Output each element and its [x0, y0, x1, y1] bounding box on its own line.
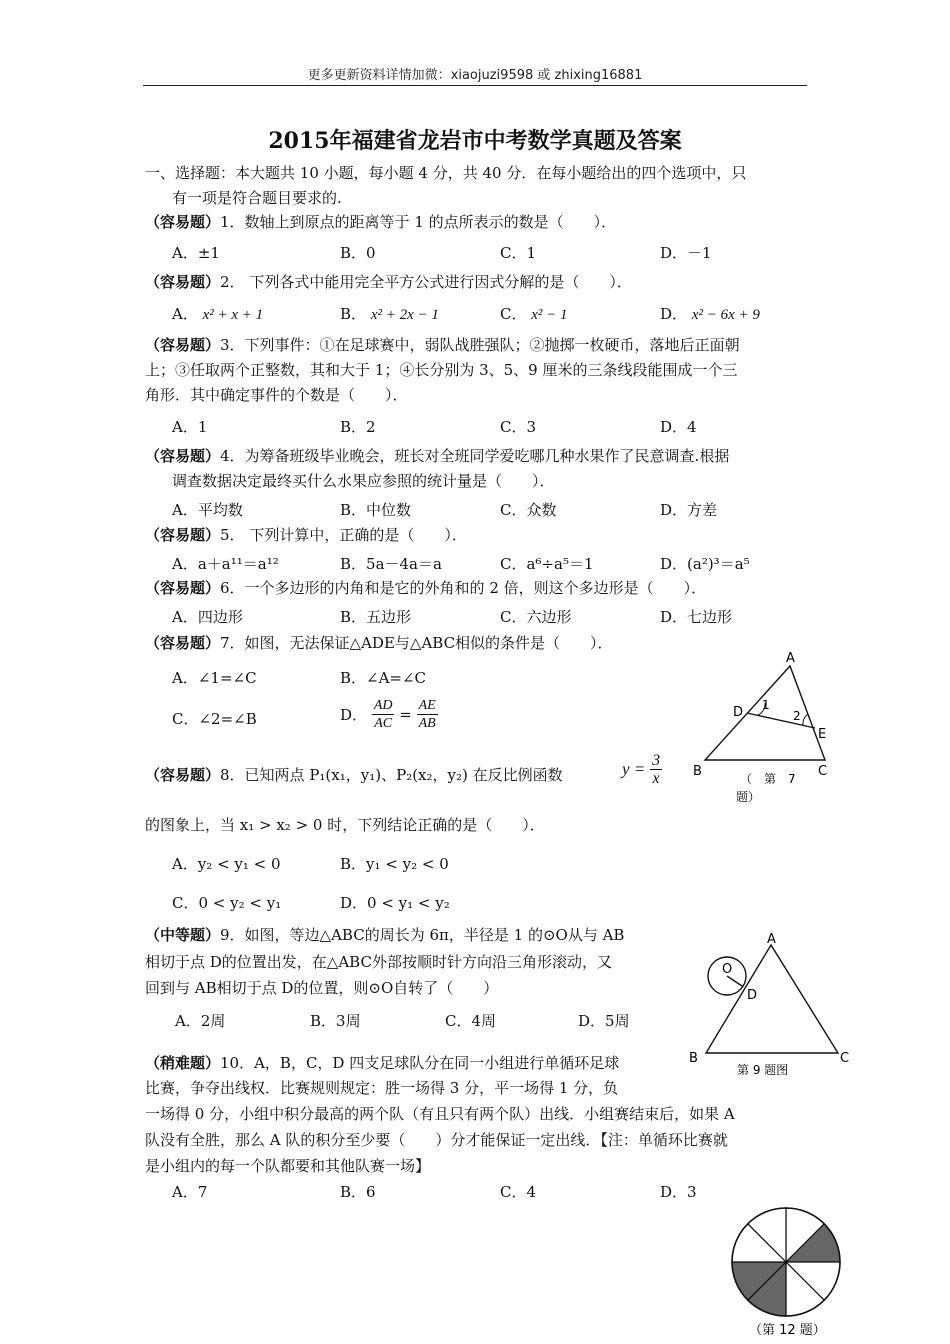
figure-caption-line2: 题）	[736, 790, 761, 804]
label-a: A	[767, 932, 776, 947]
q1-option-a[interactable]: A．±1	[172, 244, 220, 262]
difficulty-tag: （中等题）	[145, 926, 221, 944]
header-note: 更多更新资料详情加微：xiaojuzi9598 或 zhixing16881	[307, 68, 643, 83]
question-2	[145, 272, 632, 292]
fraction-ad-ac: $\frac{AD}{AC}$	[373, 698, 393, 731]
q5-option-c[interactable]: C．a⁶÷a⁵＝1	[500, 555, 594, 573]
label-b: B	[693, 764, 702, 779]
difficulty-tag: （容易题）	[145, 273, 221, 291]
math-expression: x² − 6x + 9	[691, 307, 760, 323]
difficulty-tag: （容易题）	[145, 526, 221, 544]
q3-option-d[interactable]: D．4	[660, 418, 697, 436]
page-title: 2015年福建省龙岩市中考数学真题及答案	[268, 128, 682, 154]
q3-option-c[interactable]: C．3	[500, 418, 537, 436]
header-divider	[143, 85, 807, 86]
figure-caption: 第 9 题图	[737, 1063, 789, 1077]
question-7	[145, 633, 613, 653]
q7-option-a[interactable]: A．∠1=∠C	[172, 669, 257, 687]
q5-option-d[interactable]: D．(a²)³＝a⁵	[660, 555, 750, 573]
q6-option-d[interactable]: D．七边形	[660, 608, 733, 626]
question-3	[145, 335, 740, 355]
math-expression: x² + x + 1	[202, 307, 264, 323]
question-text: 7．如图，无法保证△ADE与△ABC相似的条件是（ ）．	[220, 634, 613, 652]
question-1	[145, 212, 616, 232]
question-6	[145, 578, 706, 598]
q8-option-a[interactable]: A．y₂ < y₁ < 0	[172, 855, 281, 873]
q2-option-a[interactable]: A． x² + x + 1	[172, 305, 264, 323]
q8-option-d[interactable]: D．0 < y₁ < y₂	[340, 894, 450, 912]
radius-od	[727, 976, 742, 986]
q6-option-c[interactable]: C．六边形	[500, 608, 572, 626]
difficulty-tag: （稍难题）	[145, 1054, 221, 1072]
question-10	[145, 1053, 619, 1073]
q12-spinner-figure	[727, 1200, 845, 1340]
question-10-line5: 是小组内的每一个队都要和其他队赛一场】	[145, 1157, 431, 1175]
q2-option-c[interactable]: C． x² − 1	[500, 305, 568, 323]
label-b: B	[689, 1051, 698, 1066]
question-3-line2: 上；③任取两个正整数，其和大于 1；④长分别为 3、5、9 厘米的三条线段能围成一个三	[145, 361, 738, 379]
q7-option-d[interactable]: D． $\frac{AD}{AC}$ = $\frac{AE}{AB}$	[340, 698, 436, 731]
q1-option-b[interactable]: B．0	[340, 244, 376, 262]
difficulty-tag: （容易题）	[145, 634, 221, 652]
section-intro-line1: 一、选择题：本大题共 10 小题，每小题 4 分，共 40 分．在每小题给出的四个选项中，只	[145, 164, 747, 182]
segment-de	[747, 713, 815, 728]
question-text: 5． 下列计算中，正确的是（ ）．	[220, 526, 467, 544]
fraction-ae-ab: $\frac{AE}{AB}$	[418, 698, 436, 731]
label-d: D	[747, 988, 758, 1003]
question-4-line2: 调查数据决定最终买什么水果应参照的统计量是（ ）．	[172, 472, 555, 490]
q4-option-c[interactable]: C．众数	[500, 501, 557, 519]
question-9-line3: 回到与 AB相切于点 D的位置，则⊙O自转了（ ）	[145, 979, 499, 997]
q9-option-a[interactable]: A．2周	[175, 1012, 226, 1030]
question-10-line4: 队没有全胜，那么 A 队的积分至少要（ ）分才能保证一定出线．【注：单循环比赛就	[145, 1131, 728, 1149]
q10-option-b[interactable]: B．6	[340, 1183, 376, 1201]
question-9	[145, 925, 624, 945]
question-text: 1．数轴上到原点的距离等于 1 的点所表示的数是（ ）．	[220, 213, 617, 231]
question-5	[145, 525, 467, 545]
q8-option-c[interactable]: C．0 < y₂ < y₁	[172, 894, 282, 912]
question-text: 8．已知两点 P₁(x₁，y₁)、P₂(x₂，y₂) 在反比例函数	[220, 766, 563, 784]
question-text: 9．如图，等边△ABC的周长为 6π，半径是 1 的⊙O从与 AB	[220, 926, 625, 944]
q10-option-d[interactable]: D．3	[660, 1183, 697, 1201]
q2-option-d[interactable]: D． x² − 6x + 9	[660, 305, 760, 323]
math-expression: x² + 2x − 1	[370, 307, 439, 323]
q1-option-d[interactable]: D．－1	[660, 244, 712, 262]
inverse-function: y = $\frac{3}{x}$	[622, 752, 661, 787]
q5-option-a[interactable]: A．a＋a¹¹＝a¹²	[172, 555, 279, 573]
triangle-abc	[705, 666, 825, 760]
q8-option-b[interactable]: B．y₁ < y₂ < 0	[340, 855, 449, 873]
label-e: E	[818, 727, 827, 742]
figure-caption: （第 12 题）	[749, 1323, 826, 1338]
label-1: 1	[762, 698, 770, 712]
q4-option-b[interactable]: B．中位数	[340, 501, 412, 519]
q4-option-a[interactable]: A．平均数	[172, 501, 243, 519]
q7-option-c[interactable]: C．∠2=∠B	[172, 710, 257, 728]
label-a: A	[786, 651, 795, 666]
difficulty-tag: （容易题）	[145, 213, 221, 231]
q10-option-a[interactable]: A．7	[172, 1183, 208, 1201]
q1-option-c[interactable]: C．1	[500, 244, 537, 262]
label-d: D	[733, 705, 744, 720]
question-8	[145, 765, 563, 785]
q9-option-b[interactable]: B．3周	[310, 1012, 361, 1030]
difficulty-tag: （容易题）	[145, 579, 221, 597]
label-c: C	[818, 764, 828, 779]
q10-option-c[interactable]: C．4	[500, 1183, 537, 1201]
figure-caption-line1: （ 第 7	[740, 772, 796, 786]
question-text: 2． 下列各式中能用完全平方公式进行因式分解的是（ ）．	[220, 273, 632, 291]
question-text: 6．一个多边形的内角和是它的外角和的 2 倍，则这个多边形是（ ）．	[220, 579, 707, 597]
question-10-line2: 比赛，争夺出线权．比赛规则规定：胜一场得 3 分，平一场得 1 分，负	[145, 1079, 619, 1097]
q9-option-c[interactable]: C．4周	[445, 1012, 497, 1030]
q3-option-a[interactable]: A．1	[172, 418, 208, 436]
q3-option-b[interactable]: B．2	[340, 418, 376, 436]
difficulty-tag: （容易题）	[145, 447, 221, 465]
question-text: 10．A，B，C，D 四支足球队分在同一小组进行单循环足球	[220, 1054, 620, 1072]
question-4	[145, 446, 729, 466]
q4-option-d[interactable]: D．方差	[660, 501, 718, 519]
q6-option-b[interactable]: B．五边形	[340, 608, 412, 626]
q5-option-b[interactable]: B．5a－4a＝a	[340, 555, 442, 573]
question-text: 3．下列事件：①在足球赛中，弱队战胜强队；②抛掷一枚硬币，落地后正面朝	[220, 336, 740, 354]
question-3-line3: 角形．其中确定事件的个数是（ ）．	[145, 386, 408, 404]
question-8-line2: 的图象上，当 x₁ > x₂ > 0 时，下列结论正确的是（ ）．	[145, 816, 545, 834]
difficulty-tag: （容易题）	[145, 336, 221, 354]
label-c: C	[840, 1051, 850, 1066]
question-10-line3: 一场得 0 分，小组中积分最高的两个队（有且只有两个队）出线．小组赛结束后，如果 A	[145, 1105, 735, 1123]
q6-option-a[interactable]: A．四边形	[172, 608, 243, 626]
angle-2-arc	[803, 714, 808, 725]
difficulty-tag: （容易题）	[145, 766, 221, 784]
q7-option-b[interactable]: B．∠A=∠C	[340, 669, 427, 687]
math-expression: x² − 1	[531, 307, 568, 323]
section-intro-line2: 有一项是符合题目要求的.	[172, 189, 342, 207]
q7-triangle-figure	[690, 648, 840, 808]
q2-option-b[interactable]: B． x² + 2x − 1	[340, 305, 439, 323]
q9-option-d[interactable]: D．5周	[578, 1012, 630, 1030]
question-9-line2: 相切于点 D的位置出发，在△ABC外部按顺时针方向沿三角形滚动，又	[145, 953, 612, 971]
question-text: 4．为筹备班级毕业晚会，班长对全班同学爱吃哪几种水果作了民意调查.根据	[220, 447, 730, 465]
label-o: O	[722, 962, 733, 977]
label-2: 2	[793, 709, 801, 723]
q9-triangle-circle-figure	[680, 925, 860, 1080]
